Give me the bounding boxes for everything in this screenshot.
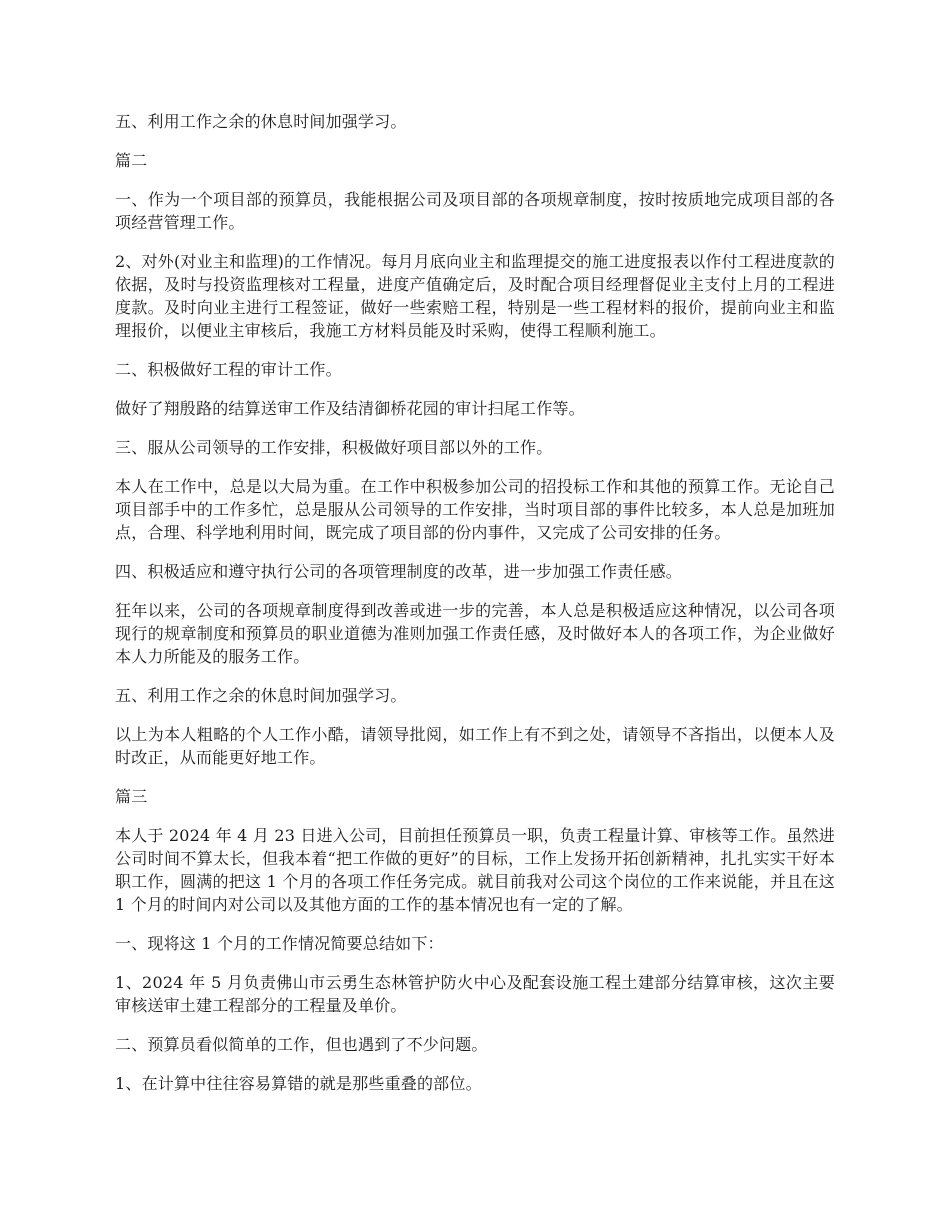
paragraph: 四、积极适应和遵守执行公司的各项管理制度的改革，进一步加强工作责任感。 <box>115 562 683 581</box>
paragraph: 1、在计算中往往容易算错的就是那些重叠的部位。 <box>115 1074 482 1093</box>
section-heading: 篇二 <box>115 151 148 170</box>
paragraph: 一、现将这 1 个月的工作情况简要总结如下： <box>115 934 444 953</box>
paragraph: 以上为本人粗略的个人工作小酷，请领导批阅，如工作上有不到之处，请领导不吝指出，以便本人及时改正，从而能更好地工作。 <box>115 725 835 767</box>
paragraph: 做好了翔殷路的结算送审工作及结清御桥花园的审计扫尾工作等。 <box>115 399 585 418</box>
paragraph: 1、2024 年 5 月负责佛山市云勇生态林管护防火中心及配套设施工程土建部分结算审核，这次主要审核送审土建工程部分的工程量及单价。 <box>115 973 835 1015</box>
section-heading: 篇三 <box>115 787 148 806</box>
paragraph: 二、积极做好工程的审计工作。 <box>115 360 342 379</box>
paragraph: 狂年以来，公司的各项规章制度得到改善或进一步的完善，本人总是积极适应这种情况，以公司各项现行的规章制度和预算员的职业道德为准则加强工作责任感，及时做好本人的各项工作，为企业做好本人力所能及的服务工作。 <box>115 601 835 666</box>
paragraph: 一、作为一个项目部的预算员，我能根据公司及项目部的各项规章制度，按时按质地完成项目部的各项经营管理工作。 <box>115 190 835 232</box>
paragraph: 五、利用工作之余的休息时间加强学习。 <box>115 686 407 705</box>
paragraph: 本人在工作中，总是以大局为重。在工作中积极参加公司的招投标工作和其他的预算工作。无论自己项目部手中的工作多忙，总是服从公司领导的工作安排，当时项目部的事件比较多，本人总是加班加点，合理、科学地利用时间，既完成了项目部的份内事件，又完成了公司安排的任务。 <box>115 477 835 542</box>
paragraph: 五、利用工作之余的休息时间加强学习。 <box>115 112 407 131</box>
paragraph: 三、服从公司领导的工作安排，积极做好项目部以外的工作。 <box>115 438 553 457</box>
paragraph: 本人于 2024 年 4 月 23 日进入公司，目前担任预算员一职，负责工程量计算、审核等工作。虽然进公司时间不算太长，但我本着“把工作做的更好”的目标，工作上发扬开拓创新精神，扎扎实实干好本职工作，圆满的把这 1 个月的各项工作任务完成。就目前我对公司这个岗位的工作来说能，并且在这 1 个月的时间内对公司以及其他方面的工作的基本情况也有一定的了解。 <box>115 826 835 914</box>
paragraph: 二、预算员看似简单的工作，但也遇到了不少问题。 <box>115 1035 488 1054</box>
paragraph: 2、对外(对业主和监理)的工作情况。每月月底向业主和监理提交的施工进度报表以作付工程进度款的依据，及时与投资监理核对工程量，进度产值确定后，及时配合项目经理督促业主支付上月的工程进度款。及时向业主进行工程签证，做好一些索赔工程，特别是一些工程材料的报价，提前向业主和监理报价，以便业主审核后，我施工方材料员能及时采购，使得工程顺利施工。 <box>115 252 835 340</box>
